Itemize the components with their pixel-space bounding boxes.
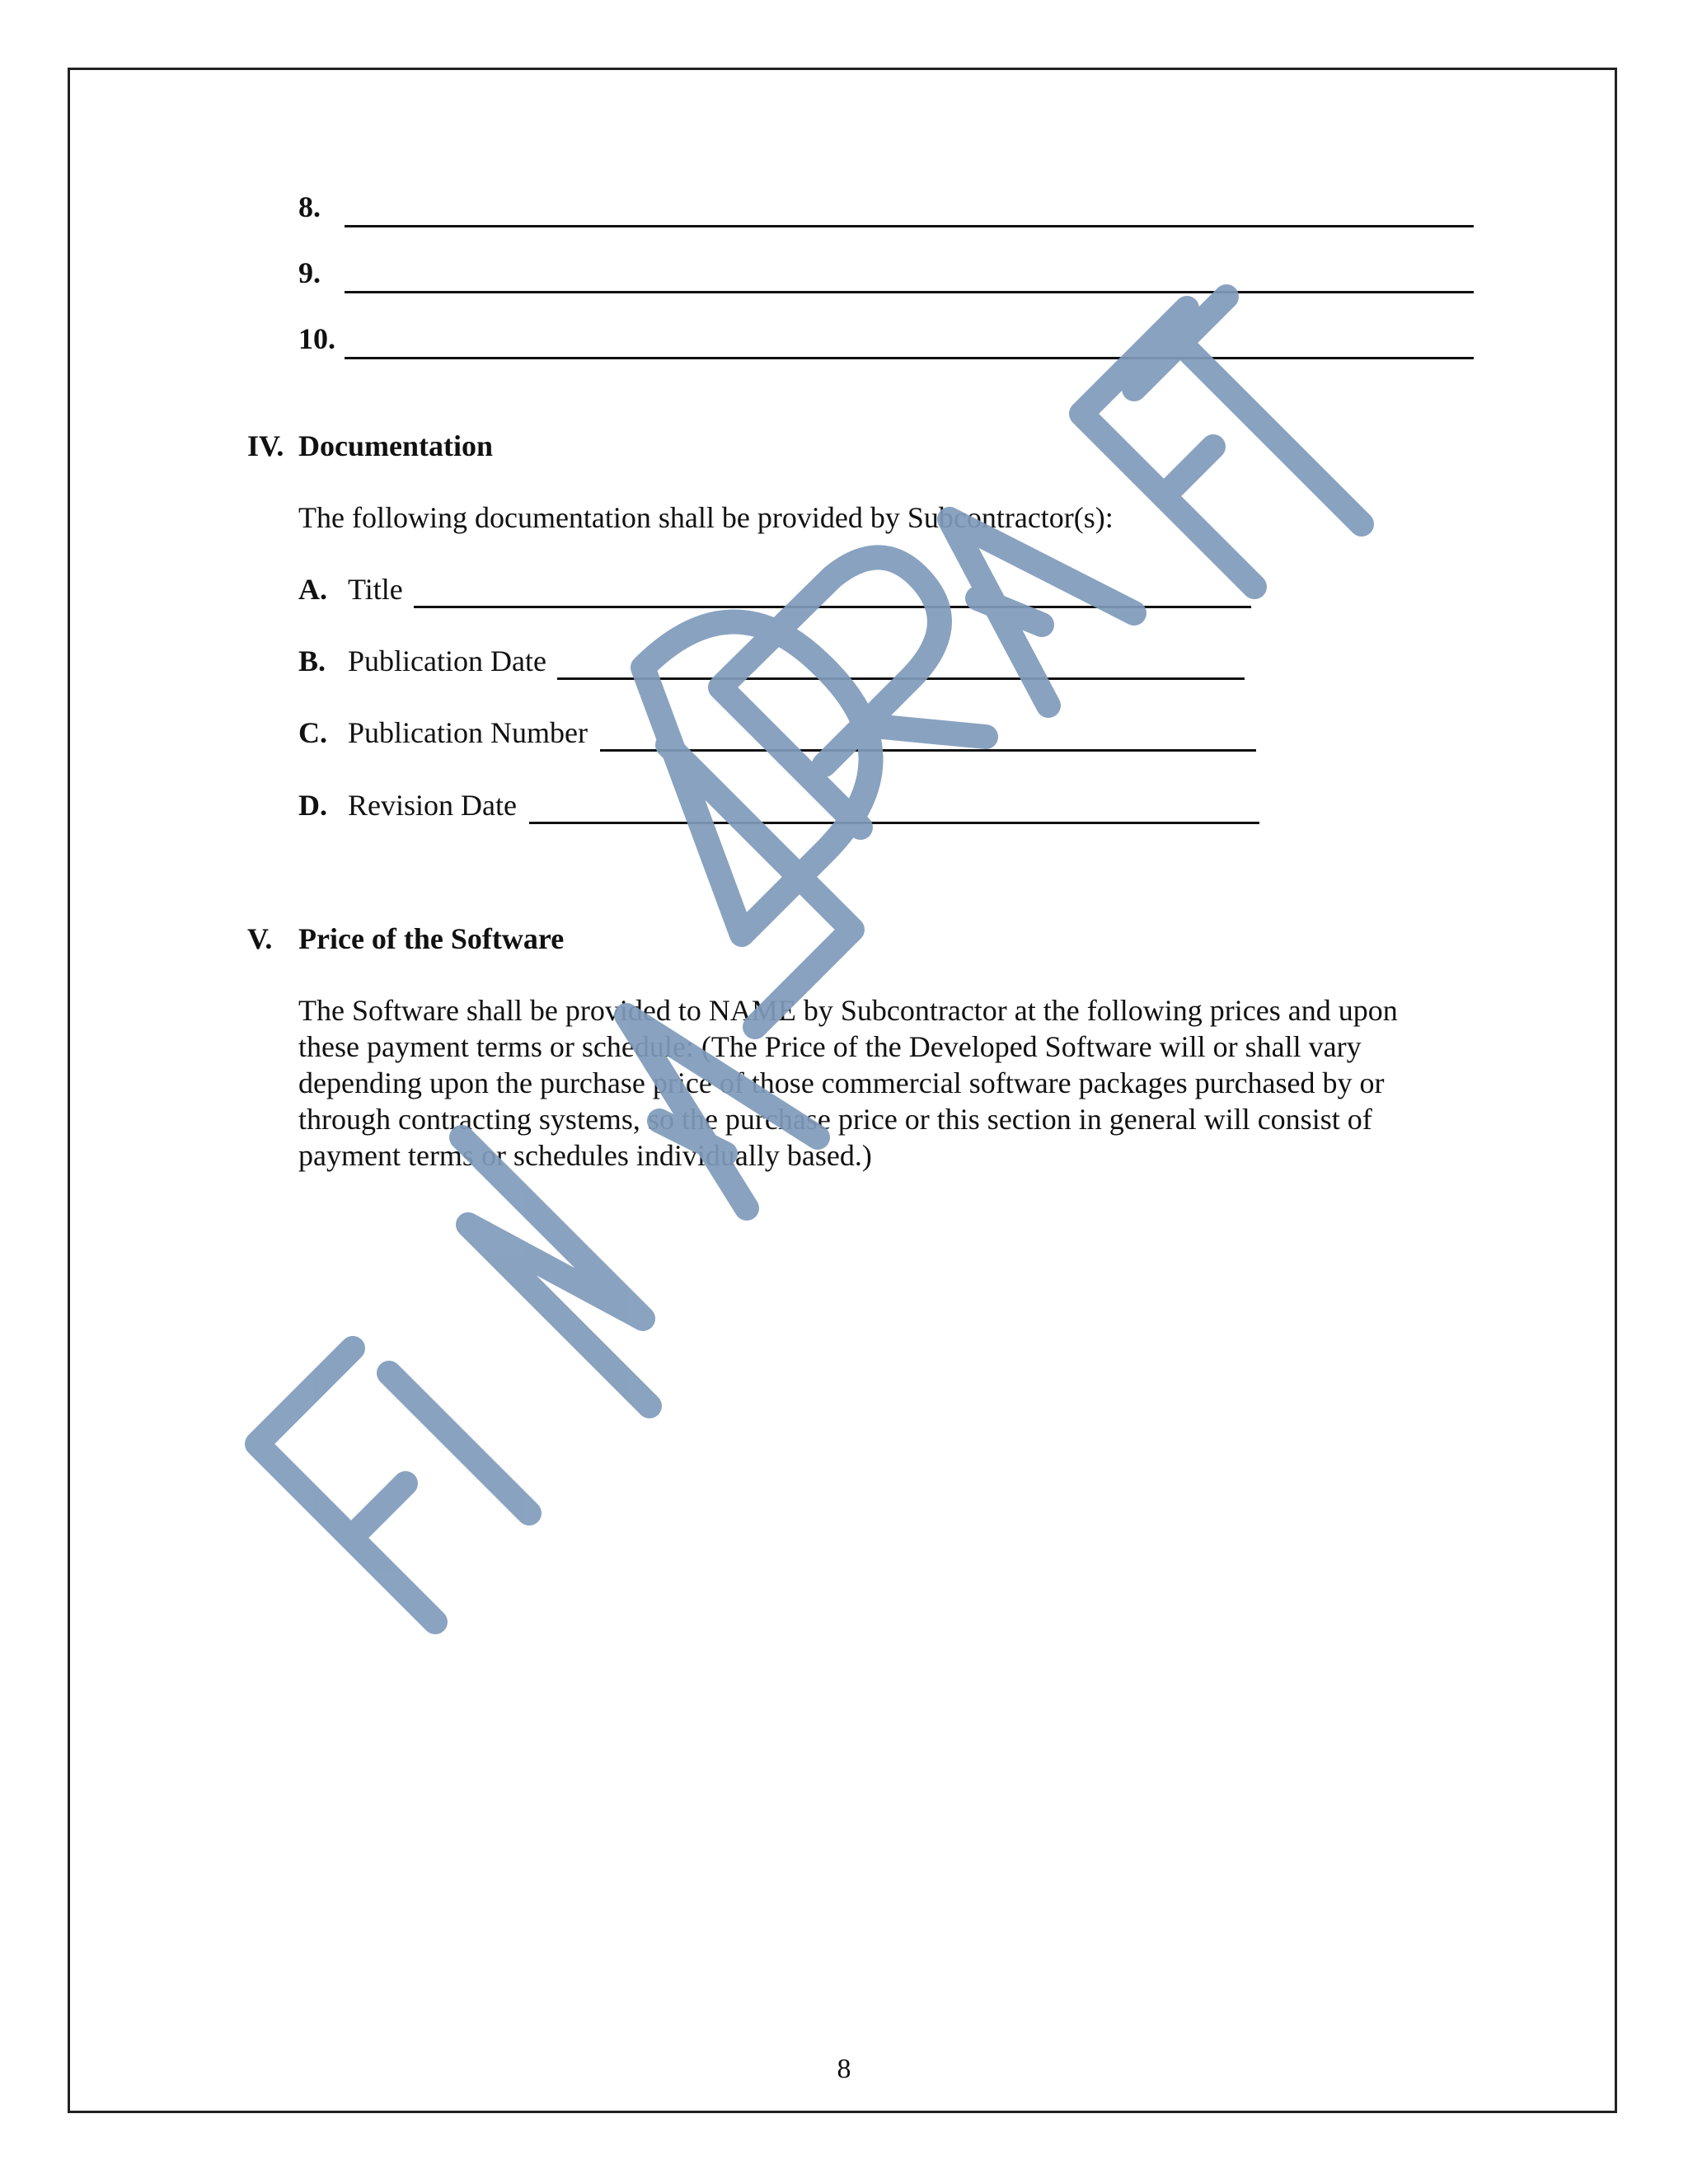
title-line[interactable] xyxy=(414,606,1251,608)
field-label: Title xyxy=(348,573,403,606)
field-revision-date xyxy=(298,785,1259,826)
section-title: Documentation xyxy=(298,429,493,462)
field-publication-number xyxy=(298,712,1256,753)
section-heading-price xyxy=(247,921,564,956)
publication-number-line[interactable] xyxy=(600,749,1256,752)
list-item xyxy=(298,318,1474,359)
paragraph-line: The Software shall be provided to NAME by Subcontractor at the following prices and upon xyxy=(298,994,1398,1027)
field-letter: B. xyxy=(298,644,326,677)
publication-date-line[interactable] xyxy=(557,677,1245,680)
blank-line[interactable] xyxy=(345,291,1474,293)
list-item xyxy=(298,252,1474,293)
paragraph-line: depending upon the purchase price of those commercial software packages purchased by or xyxy=(298,1066,1385,1099)
field-label: Publication Date xyxy=(348,644,546,677)
field-label: Revision Date xyxy=(348,789,517,822)
paragraph-line: these payment terms or schedule: (The Price of the Developed Software will or shall vary xyxy=(298,1030,1362,1063)
field-publication-date xyxy=(298,640,1245,682)
list-item-number: 10. xyxy=(298,322,335,355)
field-title xyxy=(298,569,1251,610)
field-label: Publication Number xyxy=(348,716,588,749)
list-item-number: 9. xyxy=(298,256,321,289)
list-item-number: 8. xyxy=(298,190,321,223)
price-paragraph xyxy=(298,992,1398,1174)
section-number: IV. xyxy=(247,429,284,462)
paragraph-line: payment terms or schedules individually based.) xyxy=(298,1139,872,1172)
field-letter: D. xyxy=(298,789,327,822)
section-heading-documentation xyxy=(247,429,493,463)
section-number: V. xyxy=(247,922,273,955)
page-number: 8 xyxy=(837,2054,851,2084)
list-item xyxy=(298,186,1474,227)
blank-line[interactable] xyxy=(345,225,1474,227)
field-letter: C. xyxy=(298,716,327,749)
field-letter: A. xyxy=(298,573,327,606)
blank-line[interactable] xyxy=(345,357,1474,359)
paragraph-line: through contracting systems, so the purchase price or this section in general will consist of xyxy=(298,1103,1372,1136)
revision-date-line[interactable] xyxy=(529,822,1259,824)
documentation-intro: The following documentation shall be provided by Subcontractor(s): xyxy=(298,501,1114,534)
section-title: Price of the Software xyxy=(298,922,565,955)
